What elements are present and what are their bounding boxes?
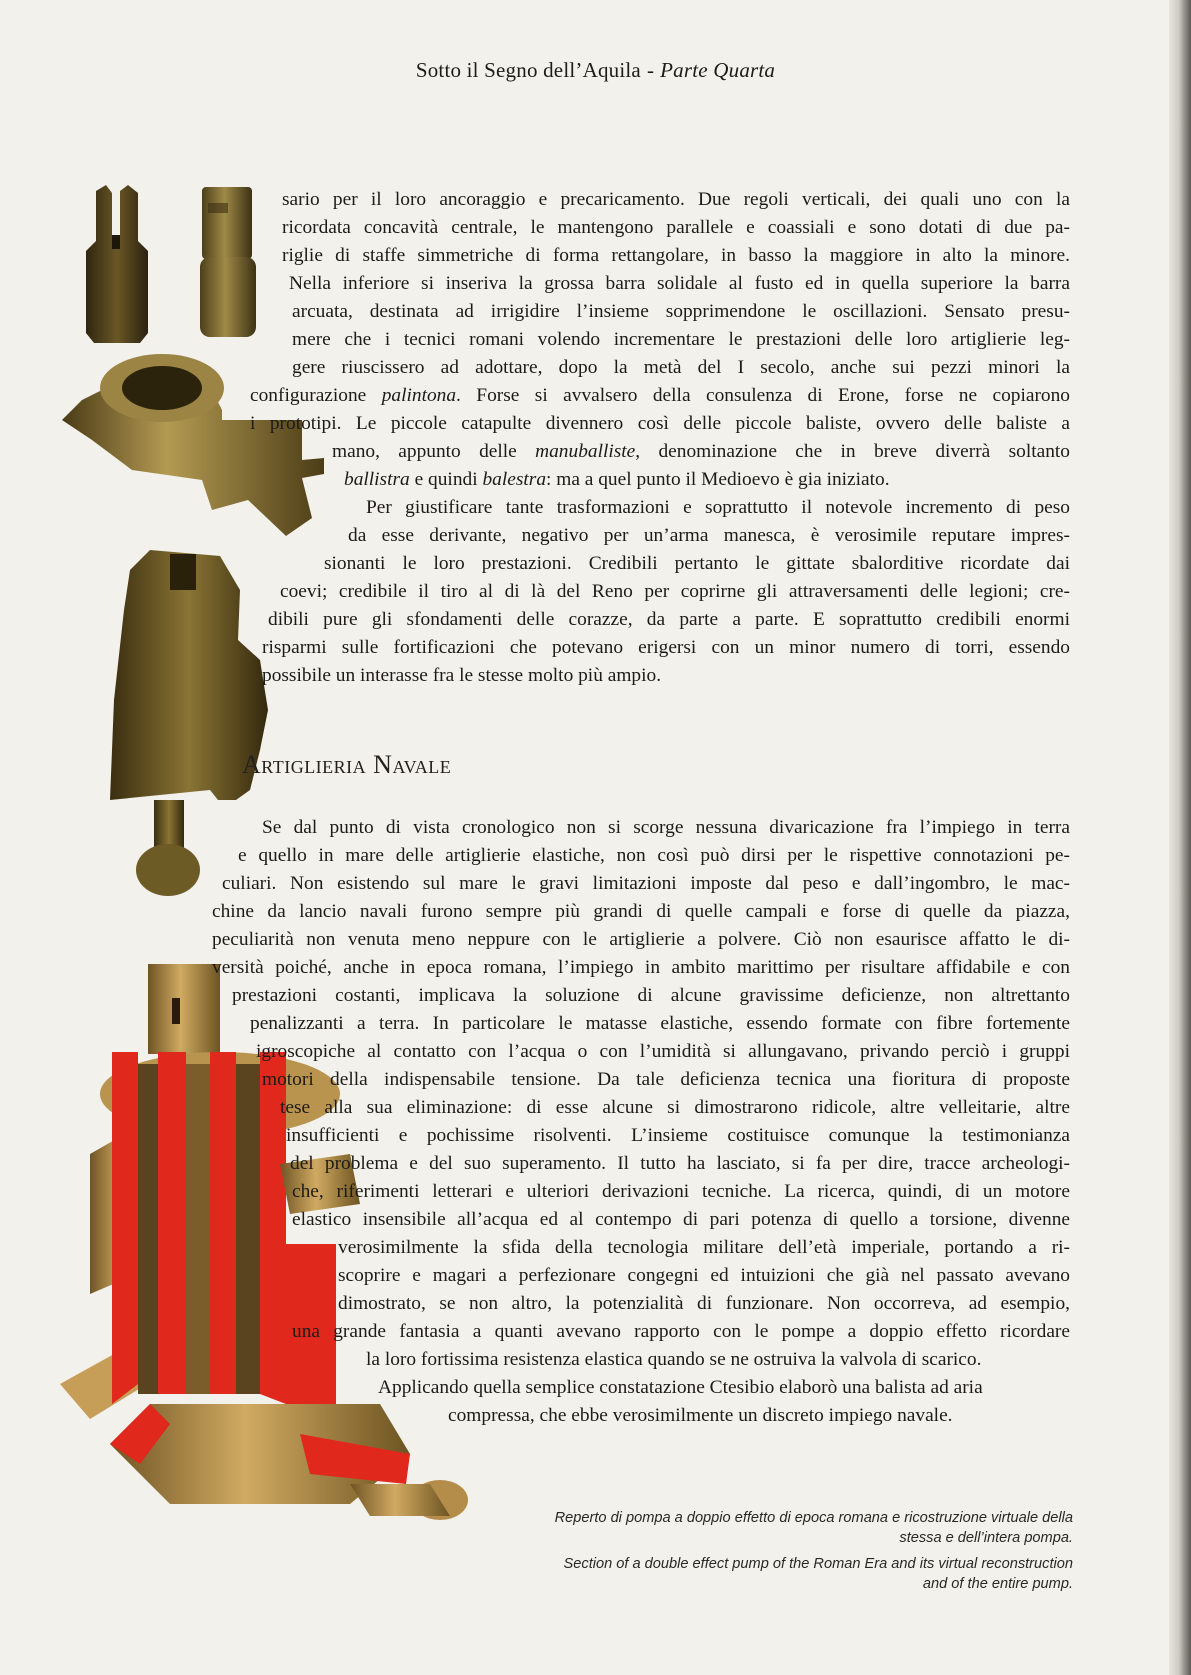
- text-line: verosimilmente la sfida della tecnologia militare dell’età imperiale, portando a ri-: [338, 1237, 1070, 1258]
- text-line: compressa, che ebbe verosimilmente un discreto impiego navale.: [448, 1405, 953, 1426]
- text-line: da esse derivante, negativo per un’arma manesca, è verosimile reputare impres-: [348, 525, 1070, 546]
- italic-term: palintona: [381, 385, 457, 406]
- text-line: del problema e del suo superamento. Il tutto ha lasciato, si fa per dire, tracce archeologi-: [290, 1153, 1070, 1174]
- figure-caption-it: [555, 1508, 1073, 1548]
- text-line: la loro fortissima resistenza elastica quando se ne ostruiva la valvola di scarico.: [366, 1349, 982, 1370]
- italic-term: ballistra: [344, 469, 410, 490]
- text-line: i prototipi. Le piccole catapulte divennero così delle piccole baliste, ovvero delle baliste a: [250, 413, 1070, 434]
- text-line: sario per il loro ancoraggio e precaricamento. Due regoli verticali, dei quali uno con la: [282, 189, 1070, 210]
- text-line: prestazioni costanti, implicava la soluzione di alcune gravissime deficienze, non altrettanto: [232, 985, 1070, 1006]
- text-line: culiari. Non esistendo sul mare le gravi limitazioni imposte dal peso e dall’ingombro, le mac-: [222, 873, 1070, 894]
- text-line: dibili pure gli sfondamenti delle corazze, da parte a parte. E soprattutto credibili enormi: [268, 609, 1070, 630]
- caption-line: Reperto di pompa a doppio effetto di epoca romana e ricostruzione virtuale della: [554, 1510, 1073, 1526]
- text-line: Per giustificare tante trasformazioni e soprattutto il notevole incremento di peso: [366, 497, 1070, 518]
- text-line: penalizzanti a terra. In particolare le matasse elastiche, essendo formate con fibre fortemente: [250, 1013, 1070, 1034]
- text-line: igroscopiche al contatto con l’acqua o con l’umidità si allungavano, privando perciò i gruppi: [256, 1041, 1070, 1062]
- text-line: coevi; credibile il tiro al di là del Reno per coprirne gli attraversamenti delle legioni; cre-: [280, 581, 1070, 602]
- text-run: e quindi: [409, 469, 483, 490]
- figure-caption-en: [564, 1554, 1073, 1594]
- italic-term: balestra: [482, 469, 547, 490]
- text-line: risparmi sulle fortificazioni che potevano erigersi con un minor numero di torri, essendo: [262, 637, 1070, 658]
- text-run: mano, appunto delle: [332, 441, 536, 462]
- header-separator: -: [646, 58, 655, 82]
- text-run: : ma a quel punto il Medioevo è gia iniziato.: [546, 469, 890, 490]
- italic-term: manuballiste: [535, 441, 636, 462]
- text-line: Nella inferiore si inseriva la grossa barra solidale al fusto ed in quella superiore la barra: [289, 273, 1070, 294]
- part-title: Parte Quarta: [660, 58, 776, 82]
- text-line: [250, 382, 1070, 410]
- text-line: mere che i tecnici romani volendo incrementare le prestazioni delle loro artiglierie leg-: [292, 329, 1070, 350]
- caption-line: Section of a double effect pump of the Roman Era and its virtual reconstruction: [563, 1556, 1073, 1572]
- text-line: che, riferimenti letterari e ulteriori derivazioni tecniche. La ricerca, quindi, di un motore: [292, 1181, 1070, 1202]
- text-line: ricordata concavità centrale, le mantengono parallele e coassiali e sono dotati di due pa-: [282, 217, 1070, 238]
- caption-line: and of the entire pump.: [922, 1576, 1073, 1592]
- text-line: Se dal punto di vista cronologico non si scorge nessuna divaricazione fra l’impiego in terra: [262, 817, 1070, 838]
- text-line: riglie di staffe simmetriche di forma rettangolare, in basso la maggiore in alto la minore.: [282, 245, 1070, 266]
- text-run: , denominazione che in breve diverrà soltanto: [635, 441, 1071, 462]
- text-line: peculiarità non venuta meno neppure con le artiglierie a polvere. Ciò non esaurisce affatto le di-: [212, 929, 1070, 950]
- text-line: insufficienti e pochissime risolventi. L’insieme costituisce comunque la testimonianza: [286, 1125, 1070, 1146]
- book-title: Sotto il Segno dell’Aquila: [415, 58, 641, 82]
- text-line: [332, 438, 1070, 466]
- text-line: tese alla sua eliminazione: di esse alcune si dimostrarono ridicole, altre velleitarie, altre: [280, 1097, 1070, 1118]
- section-heading: Artiglieria Navale: [242, 750, 452, 779]
- running-header: [0, 58, 1191, 83]
- text-line: Applicando quella semplice constatazione Ctesibio elaborò una balista ad aria: [378, 1377, 983, 1398]
- text-line: scoprire e magari a perfezionare congegni ed intuizioni che già nel passato avevano: [338, 1265, 1070, 1286]
- text-line: versità poiché, anche in epoca romana, l’impiego in ambito marittimo per risultare affidabile e con: [212, 957, 1070, 978]
- text-line: una grande fantasia a quanti avevano rapporto con le pompe a doppio effetto ricordare: [292, 1321, 1070, 1342]
- text-line: [344, 466, 1070, 494]
- bronze-fork-fragment: [82, 183, 152, 345]
- text-line: elastico insensibile all’acqua ed al contempo di pari potenza di quello a torsione, divenne: [292, 1209, 1070, 1230]
- caption-line: stessa e dell’intera pompa.: [899, 1530, 1073, 1546]
- text-line: chine da lancio navali furono sempre più grandi di quelle campali e forse di quelle da piazza,: [212, 901, 1070, 922]
- text-line: motori della indispensabile tensione. Da tale deficienza tecnica una fioritura di proposte: [262, 1069, 1070, 1090]
- text-line: dimostrato, se non altro, la potenzialità di funzionare. Non occorreva, ad esempio,: [338, 1293, 1070, 1314]
- text-line: arcuata, destinata ad irrigidire l’insieme sopprimendone le oscillazioni. Sensato presu-: [292, 301, 1070, 322]
- text-line: gere riuscissero ad adottare, dopo la metà del I secolo, anche sui pezzi minori la: [292, 357, 1070, 378]
- text-line: sionanti le loro prestazioni. Credibili pertanto le gittate sbalorditive ricordate dai: [324, 553, 1070, 574]
- text-line: possibile un interasse fra le stesse molto più ampio.: [262, 665, 662, 686]
- page-edge-shadow: [1169, 0, 1191, 1675]
- text-run: . Forse si avvalsero della consulenza di Erone, forse ne copiarono: [456, 385, 1070, 406]
- bronze-cylinder-fragment: [196, 183, 262, 343]
- text-run: configurazione: [250, 385, 382, 406]
- text-line: e quello in mare delle artiglierie elastiche, non così può dirsi per le rispettive connotazioni pe-: [238, 845, 1070, 866]
